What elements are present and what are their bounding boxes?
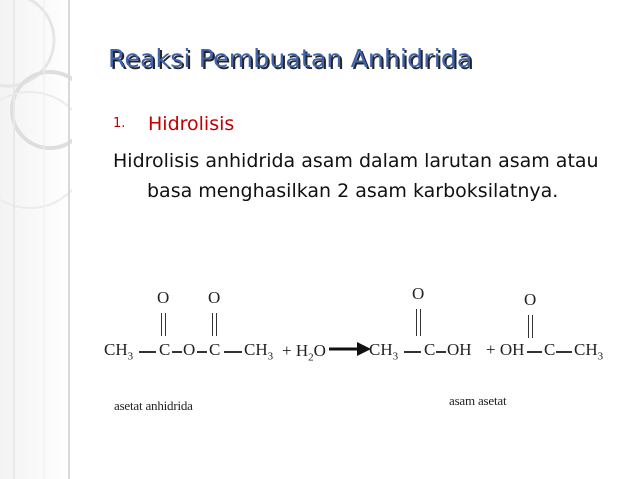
carbonyl-oxygen-1: O bbox=[157, 288, 170, 307]
carbonyl-carbon-4: C bbox=[544, 340, 556, 359]
ch3-group-2: $CH_3$ bbox=[244, 340, 274, 363]
single-bond bbox=[436, 351, 446, 353]
reactant-label: asetat anhidrida bbox=[114, 398, 193, 413]
carbonyl-carbon-2: C bbox=[209, 340, 221, 359]
reaction-equation bbox=[104, 280, 604, 430]
list-number: 1. bbox=[113, 116, 126, 131]
ch3-group-3: $CH_3$ bbox=[369, 340, 399, 363]
carbonyl-carbon-1: C bbox=[159, 340, 171, 359]
body-paragraph: Hidrolisis anhidrida asam dalam larutan asam atau basa menghasilkan 2 asam karboksilatnya. bbox=[113, 150, 599, 202]
divider-line bbox=[68, 0, 70, 479]
slide-title: Reaksi Pembuatan Anhidrida bbox=[108, 44, 473, 73]
carbonyl-oxygen-2: O bbox=[208, 288, 221, 307]
double-bond bbox=[416, 309, 421, 336]
carbonyl-oxygen-3: O bbox=[412, 284, 425, 303]
double-bond bbox=[161, 313, 166, 336]
hydroxyl-group: OH bbox=[447, 340, 472, 359]
water-term: + $H_2O$ bbox=[282, 341, 326, 364]
product-label: asam asetat bbox=[449, 393, 507, 408]
bridge-oxygen: O bbox=[183, 340, 196, 359]
ch3-group-1: $CH_3$ bbox=[104, 340, 134, 363]
reaction-arrow-icon bbox=[329, 342, 371, 356]
carbonyl-carbon-3: C bbox=[424, 340, 436, 359]
single-bond bbox=[197, 351, 207, 353]
single-bond bbox=[172, 351, 182, 353]
single-bond bbox=[224, 351, 242, 353]
hydroxyl-group-2: + OH bbox=[486, 340, 525, 359]
single-bond bbox=[527, 351, 542, 353]
double-bond bbox=[528, 315, 533, 338]
ch3-group-4: $CH_3$ bbox=[574, 340, 604, 363]
carbonyl-oxygen-4: O bbox=[524, 290, 537, 309]
decorative-side-panel bbox=[0, 0, 72, 479]
list-item-label: Hidrolisis bbox=[148, 113, 235, 135]
single-bond bbox=[139, 351, 156, 353]
decorative-rings-graphic bbox=[0, 0, 72, 479]
single-bond bbox=[404, 351, 421, 353]
single-bond bbox=[556, 351, 572, 353]
double-bond bbox=[212, 313, 217, 336]
